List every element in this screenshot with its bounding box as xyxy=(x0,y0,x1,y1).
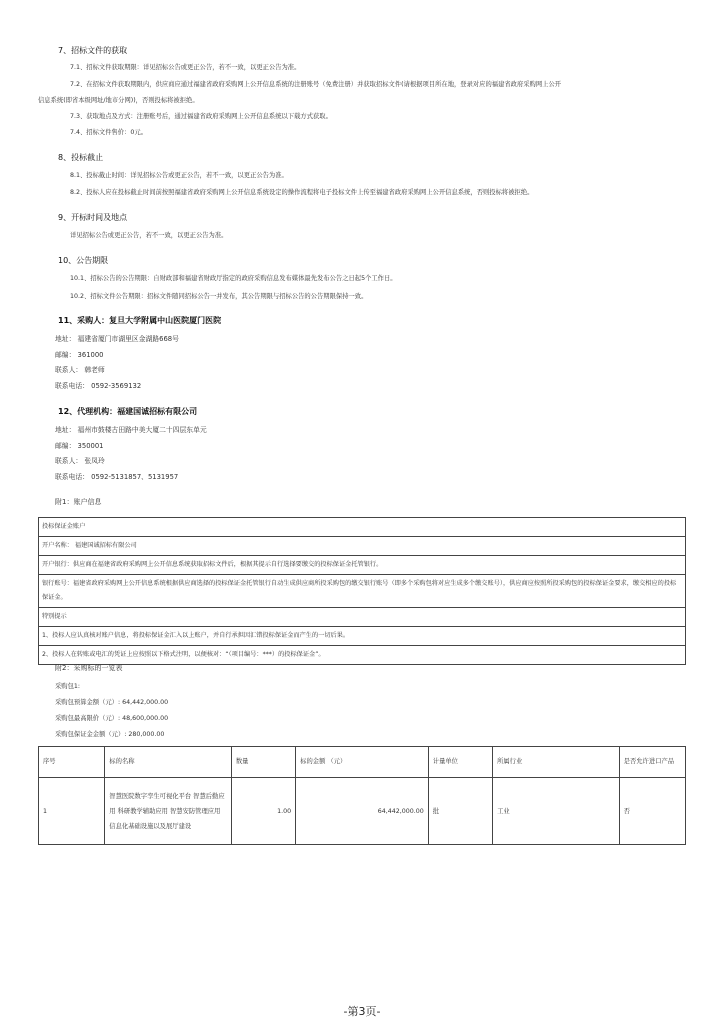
account-table-row: 开户名称： 福建国诚招标有限公司 xyxy=(39,537,686,556)
col-header-item-name: 标的名称 xyxy=(105,747,232,778)
agency-contact: 联系人： 张凤玲 xyxy=(55,457,105,465)
cell-import: 否 xyxy=(619,778,685,845)
section-7-1: 7.1、招标文件获取期限：详见招标公告或更正公告，若不一致，以更正公告为准。 xyxy=(70,64,301,71)
section-7-4: 7.4、招标文件售价：0元。 xyxy=(70,129,147,136)
col-header-quantity: 数量 xyxy=(231,747,295,778)
section-10-1: 10.1、招标公告的公告期限：自财政部和福建省财政厅指定的政府采购信息发布媒体最先发布公告之日起5个工作日。 xyxy=(70,275,397,282)
table-row xyxy=(39,778,686,845)
section-10-heading: 10、公告期限 xyxy=(58,256,109,265)
section-10-2: 10.2、招标文件公告期限：招标文件随同招标公告一并发布，其公告期限与招标公告的公告期限保持一致。 xyxy=(70,293,368,300)
agency-address: 地址： 福州市鼓楼古田路中美大厦二十四层东单元 xyxy=(55,426,207,434)
page-number: -第3页- xyxy=(343,1005,381,1018)
account-table-row: 开户银行：供应商在福建省政府采购网上公开信息系统获取招标文件后，根据其提示自行选择要缴交的投标保证金托管银行。 xyxy=(39,556,686,575)
purchaser-postcode: 邮编： 361000 xyxy=(55,351,104,359)
account-info-table xyxy=(38,517,686,665)
account-table-row: 投标保证金账户 xyxy=(39,518,686,537)
section-7-heading: 7、招标文件的获取 xyxy=(58,46,128,55)
section-9-heading: 9、开标时间及地点 xyxy=(58,213,128,222)
section-8-1: 8.1、投标截止时间：详见招标公告或更正公告，若不一致，以更正公告为准。 xyxy=(70,172,288,179)
col-header-unit: 计量单位 xyxy=(428,747,492,778)
cell-unit: 批 xyxy=(428,778,492,845)
purchaser-address: 地址： 福建省厦门市湖里区金湖路668号 xyxy=(55,335,179,343)
section-7-2-line1: 7.2、在招标文件获取期限内，供应商应通过福建省政府采购网上公开信息系统的注册账号（免费注册）并获取招标文件(请根据项目所在地，登录对应的福建省政府采购网上公开 xyxy=(70,81,562,88)
package-ceiling: 采购包最高限价（元）: 48,600,000.00 xyxy=(55,715,169,722)
section-7-3: 7.3、获取地点及方式：注册账号后，通过福建省政府采购网上公开信息系统以下载方式获取。 xyxy=(70,113,332,120)
purchaser-contact: 联系人： 韩老师 xyxy=(55,366,105,374)
attachment-2-title: 附2：采购标的一览表 xyxy=(55,664,123,672)
account-table-row: 银行账号：福建省政府采购网上公开信息系统根据供应商选择的投标保证金托管银行自动生成供应商所投采购包的缴交银行账号（即多个采购包将对应生成多个缴交账号），供应商应按照所投采购包的投标保证金要求，缴交相应的投标保证金。 xyxy=(39,575,686,608)
table-header-row xyxy=(39,747,686,778)
cell-amount: 64,442,000.00 xyxy=(296,778,429,845)
procurement-items-table xyxy=(38,746,686,845)
col-header-amount: 标的金额 （元） xyxy=(296,747,429,778)
col-header-industry: 所属行业 xyxy=(493,747,620,778)
attachment-1-title: 附1：账户信息 xyxy=(55,498,102,506)
package-budget: 采购包预算金额（元）: 64,442,000.00 xyxy=(55,699,169,706)
package-deposit: 采购包保证金金额（元）: 280,000.00 xyxy=(55,731,165,738)
account-table-row: 2、投标人在转账或电汇的凭证上应按照以下格式注明，以便核对：“（项目编号：***）的投标保证金”。 xyxy=(39,646,686,665)
cell-index: 1 xyxy=(39,778,105,845)
account-table-row: 1、投标人应认真核对账户信息，将投标保证金汇入以上账户，并自行承担因汇错投标保证金而产生的一切后果。 xyxy=(39,627,686,646)
agency-phone: 联系电话： 0592-5131857、5131957 xyxy=(55,473,179,481)
cell-item-name: 智慧医院数字孪生可视化平台 智慧后勤应用 科研教学辅助应用 智慧安防管理应用 信息化基础设施以及展厅建设 xyxy=(105,778,232,845)
section-7-2-line2: 信息系统(即省本级网址/地市分网))，否则投标将被拒绝。 xyxy=(38,97,199,104)
cell-quantity: 1.00 xyxy=(231,778,295,845)
package-label: 采购包1: xyxy=(55,683,81,690)
purchaser-heading: 11、采购人：复旦大学附属中山医院厦门医院 xyxy=(58,316,222,325)
section-8-heading: 8、投标截止 xyxy=(58,153,104,162)
section-8-2: 8.2、投标人应在投标截止时间前按照福建省政府采购网上公开信息系统设定的操作流程将电子投标文件上传至福建省政府采购网上公开信息系统，否则投标将被拒绝。 xyxy=(70,189,534,196)
agency-postcode: 邮编： 350001 xyxy=(55,442,104,450)
account-table-row: 特别提示 xyxy=(39,608,686,627)
agency-heading: 12、代理机构：福建国诚招标有限公司 xyxy=(58,407,198,416)
col-header-index: 序号 xyxy=(39,747,105,778)
section-9-text: 详见招标公告或更正公告，若不一致，以更正公告为准。 xyxy=(70,232,228,239)
cell-industry: 工业 xyxy=(493,778,620,845)
col-header-import: 是否允许进口产品 xyxy=(619,747,685,778)
purchaser-phone: 联系电话： 0592-3569132 xyxy=(55,382,142,390)
